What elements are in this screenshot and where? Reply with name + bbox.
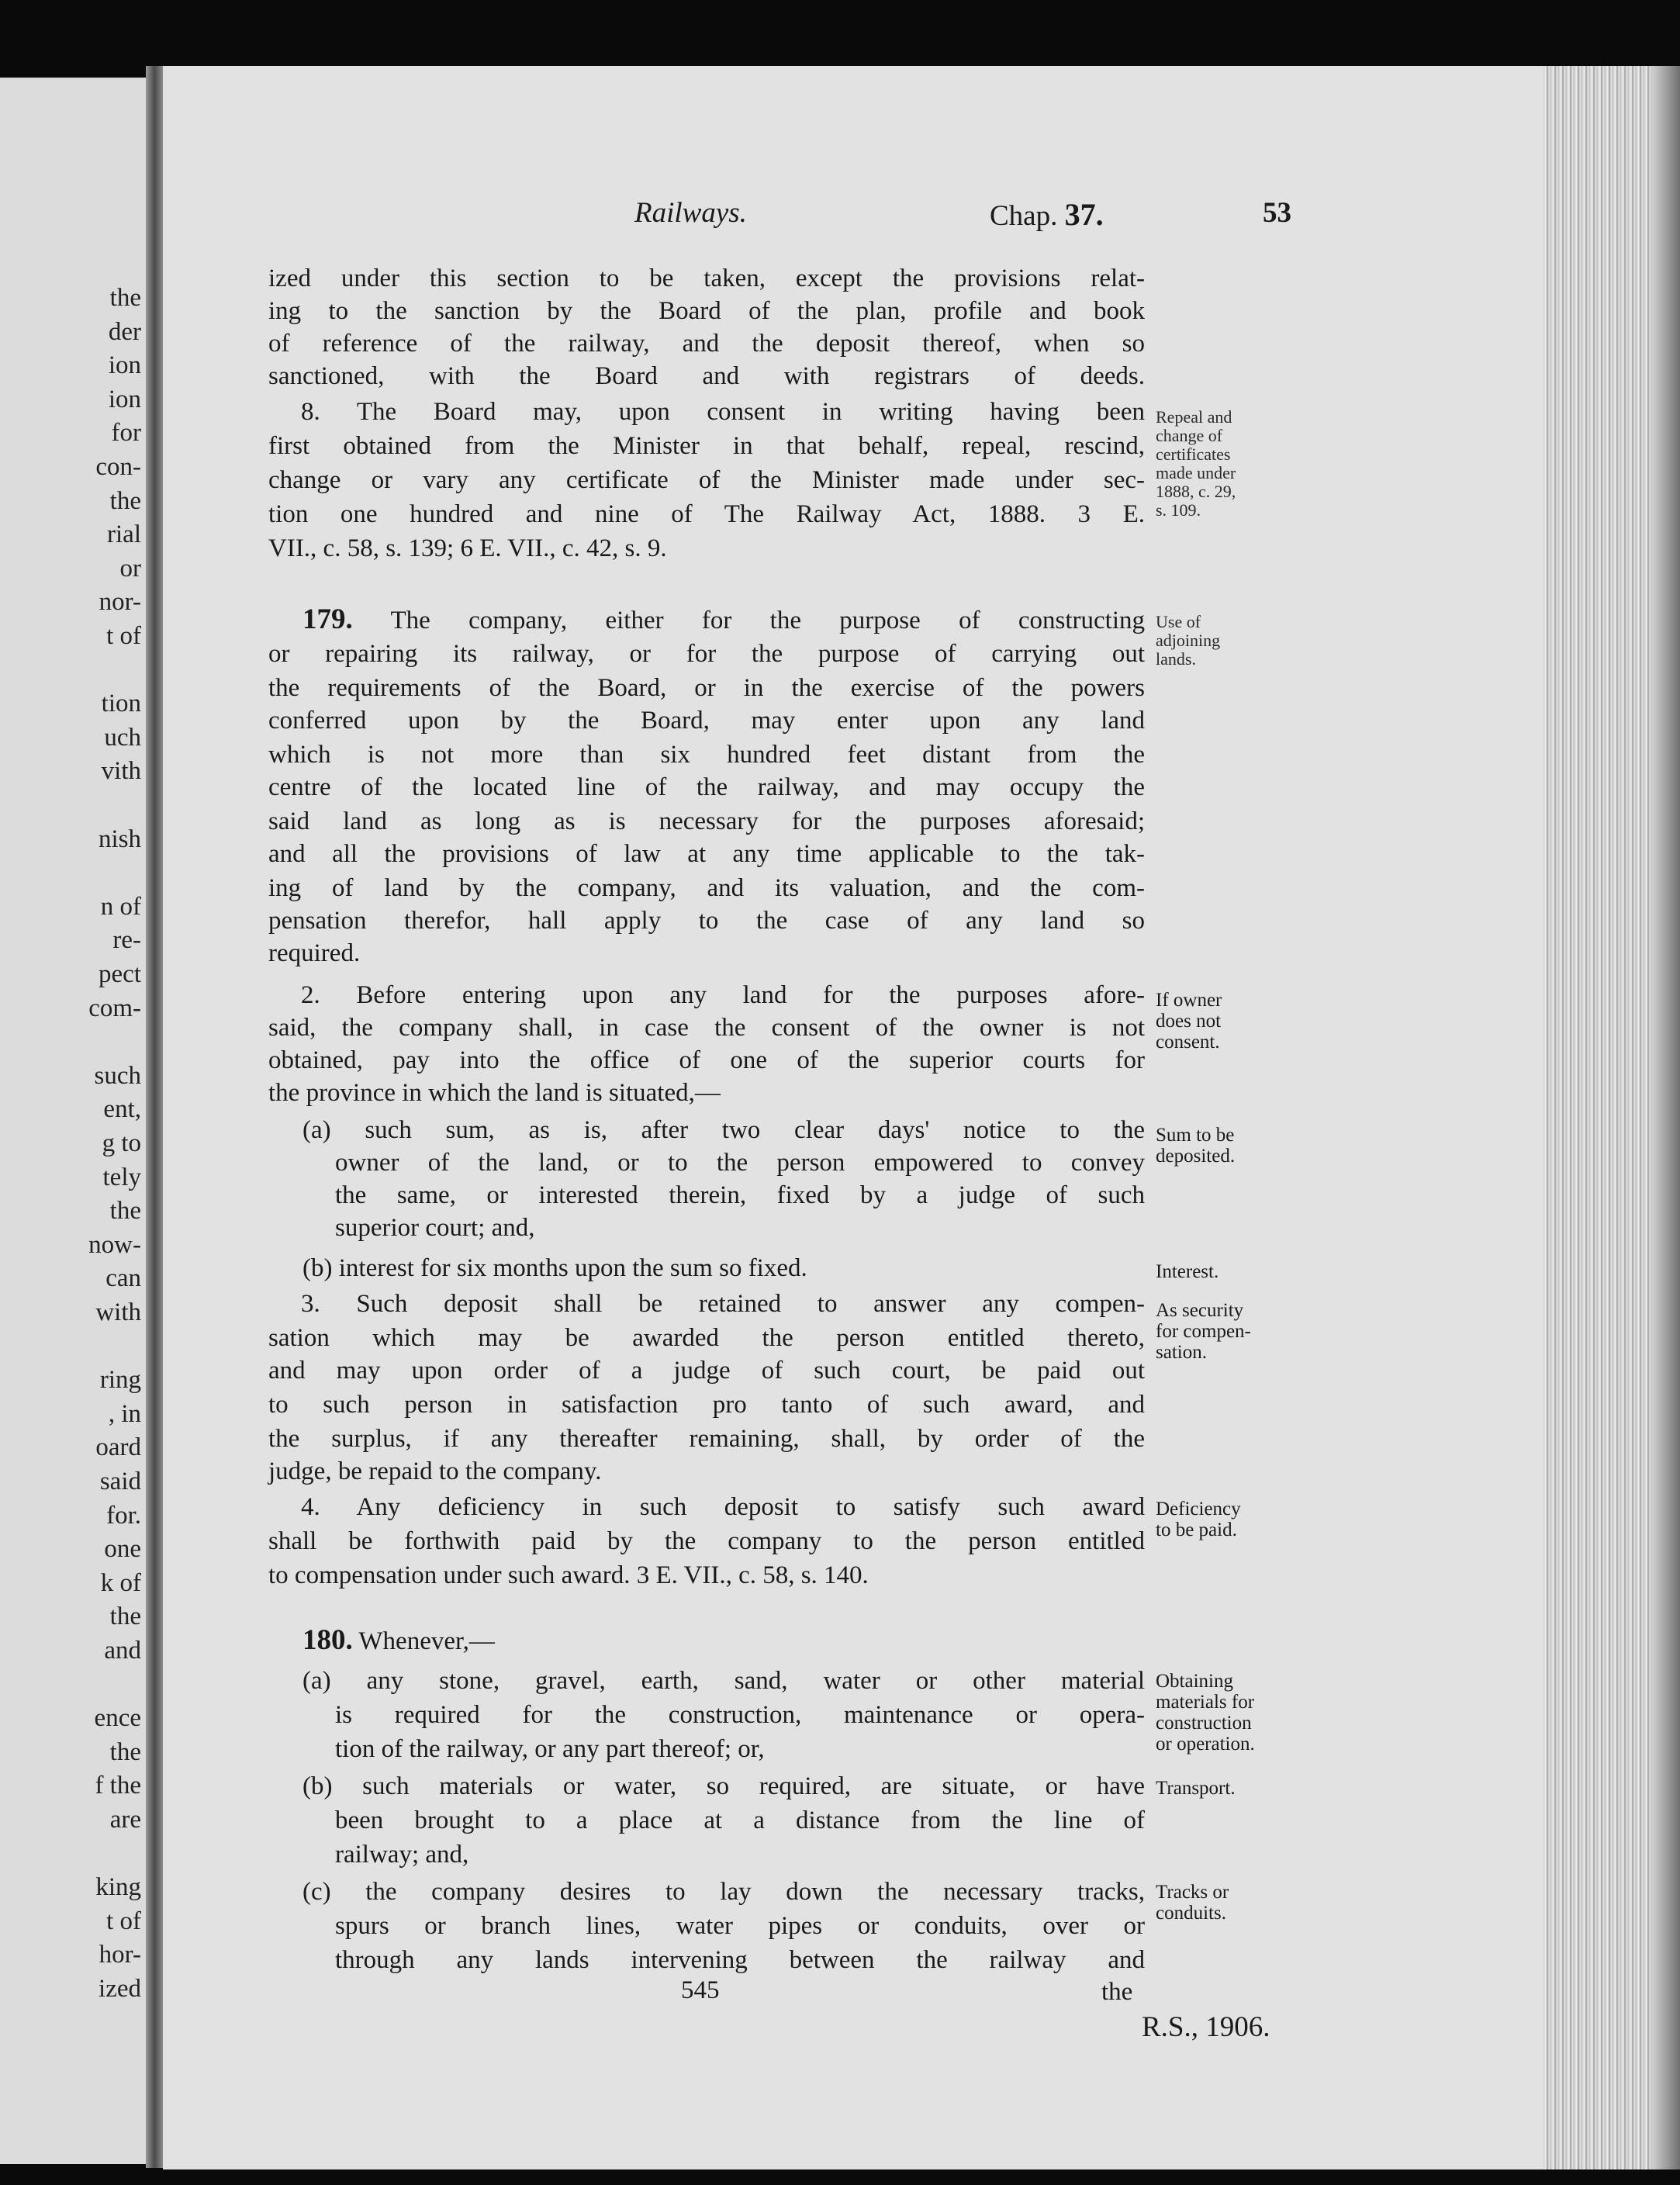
text-line: change or vary any certificate of the Minister made under sec- [268,466,1145,494]
facing-page-fragment-line: der [108,317,141,346]
text-line: ing of land by the company, and its valuation, and the com- [268,874,1145,902]
facing-page-fragment-line: t of [106,622,141,650]
text-line: first obtained from the Minister in that behalf, repeal, rescind, [268,432,1145,460]
facing-page-fragment-line: k of [100,1568,141,1597]
margin-note-security: As security for compen- sation. [1156,1300,1251,1363]
text-line: ized under this section to be taken, except the provisions relat- [268,264,1145,292]
page-number-top: 53 [1263,197,1291,229]
text-line: shall be forthwith paid by the company to the person entitled [268,1527,1145,1555]
margin-note-deficiency: Deficiency to be paid. [1156,1499,1241,1540]
section-text: The company, either for the purpose of constructing [390,607,1146,634]
facing-page-fragment-line: g to [102,1129,141,1157]
margin-note-use-of-lands: Use of adjoining lands. [1156,612,1221,669]
text-line: obtained, pay into the office of one of the superior courts for [268,1046,1145,1074]
facing-page-fragment-line: the [109,486,141,515]
text-line: the requirements of the Board, or in the exercise of the powers [268,674,1145,702]
facing-page-fragment-line: said [99,1468,141,1495]
facing-page-fragment-line: the [109,1737,141,1766]
facing-page-fragment-line: oard [95,1433,141,1462]
list-item-a: (a) such sum, as is, after two clear days' notice to the [302,1116,1145,1144]
running-title: Railways. [634,197,747,229]
text-line: of reference of the railway, and the deposit thereof, when so [268,330,1145,358]
text-line: required. [268,939,361,967]
margin-note-obtaining: Obtaining materials for construction or operation. [1156,1671,1255,1755]
page-edges [1543,66,1680,2169]
facing-page-fragment-line: ring [99,1366,141,1395]
facing-page-fragment-line: nish [98,825,141,853]
text-line: said land as long as is necessary for the purposes aforesaid; [268,807,1145,835]
facing-page-fragment-line: f the [95,1772,141,1800]
text-line: which is not more than six hundred feet distant from the [268,741,1145,769]
facing-page-fragment-line: t of [106,1907,141,1935]
facing-page-fragment-line: now- [88,1230,141,1259]
margin-note-repeal: Repeal and change of certificates made under 1888, c. 29, s. 109. [1156,407,1236,520]
section-text: Whenever,— [358,1627,495,1655]
facing-page-fragment-line: tion [101,690,141,718]
margin-note-owner-consent: If owner does not consent. [1156,990,1222,1053]
facing-page-fragment-line: con- [95,453,141,481]
margin-note-transport: Transport. [1156,1778,1236,1799]
list-item-a: (a) any stone, gravel, earth, sand, water or other material [302,1667,1145,1695]
text-line: been brought to a place at a distance from the line of [335,1806,1145,1834]
text-line: 4. Any deficiency in such deposit to satisfy such award [301,1493,1145,1521]
section-number: 179. [302,603,353,635]
list-item-b: (b) interest for six months upon the sum so fixed. [302,1254,807,1282]
text-line: 3. Such deposit shall be retained to answer any compen- [301,1290,1145,1318]
facing-page-fragment-line: for [111,419,141,448]
book-gutter [146,66,163,2168]
chapter-number: 37. [1064,197,1104,232]
margin-note-tracks: Tracks or conduits. [1156,1882,1229,1924]
text-line: to such person in satisfaction pro tanto of such award, and [268,1391,1145,1419]
facing-page-fragment-line: such [94,1061,141,1090]
text-line: and all the provisions of law at any time applicable to the tak- [268,840,1145,868]
facing-page-fragment-line: ence [94,1704,141,1733]
facing-page-fragment-line: com- [88,994,141,1022]
text-line: conferred upon by the Board, may enter upon any land [268,707,1145,735]
text-line: owner of the land, or to the person empowered to convey [335,1149,1145,1177]
catchword: the [1101,1978,1133,2006]
text-line: tion of the railway, or any part thereof; or, [335,1735,765,1763]
text-line: judge, be repaid to the company. [268,1457,602,1485]
text-line: sanctioned, with the Board and with registrars of deeds. [268,362,1145,390]
facing-page-fragment-line: can [105,1264,141,1293]
facing-page-fragment-line: the [109,1197,141,1226]
margin-note-interest: Interest. [1156,1261,1219,1282]
text-line: 2. Before entering upon any land for the purposes afore- [301,981,1145,1009]
facing-page-fragment-line: hor- [99,1941,141,1969]
text-line: the surplus, if any thereafter remaining, shall, by order of the [268,1425,1145,1453]
facing-page-fragment-line: ion [108,351,141,380]
facing-page-fragment-line: ized [99,1975,141,2003]
facing-page-fragment-line: rial [107,520,141,549]
list-item-b: (b) such materials or water, so required, are situate, or have [302,1772,1145,1800]
facing-page-fragment-line: pect [99,960,141,988]
chapter-word: Chap. [990,200,1058,232]
text-line: VII., c. 58, s. 139; 6 E. VII., c. 42, s. 9. [268,534,667,562]
facing-page-fragment-line: the [109,1602,141,1631]
text-line: superior court; and, [335,1214,535,1242]
facing-page-fragment-line: ion [108,385,141,413]
text-line: pensation therefor, hall apply to the case of any land so [268,907,1145,935]
facing-page-fragment-line: ent, [103,1095,141,1124]
margin-note-sum-deposited: Sum to be deposited. [1156,1125,1236,1167]
text-line: said, the company shall, in case the consent of the owner is not [268,1014,1145,1042]
page-number-bottom: 545 [681,1976,720,2004]
text-line: to compensation under such award. 3 E. VII., c. 58, s. 140. [268,1561,869,1589]
text-line: the province in which the land is situated,— [268,1079,721,1107]
facing-page-fragment-line: vith [101,757,141,786]
facing-page-fragment-line: nor- [99,588,141,617]
section-180-heading [302,1624,1145,1657]
text-line: or repairing its railway, or for the purpose of carrying out [268,640,1145,668]
text-line: 8. The Board may, upon consent in writing having been [301,398,1145,426]
text-line: through any lands intervening between the railway and [335,1946,1145,1974]
section-179-heading [302,603,1145,636]
facing-page-fragment-line: are [109,1806,141,1834]
text-line: ing to the sanction by the Board of the plan, profile and book [268,297,1145,325]
facing-page-fragment-line: re- [112,926,141,955]
facing-page-fragment-line: tely [102,1163,141,1191]
facing-page-fragment-line: n of [100,892,141,921]
list-item-c: (c) the company desires to lay down the necessary tracks, [302,1878,1145,1906]
edition-mark: R.S., 1906. [1142,2011,1270,2043]
text-line: and may upon order of a judge of such court, be paid out [268,1357,1145,1385]
text-line: centre of the located line of the railway, and may occupy the [268,773,1145,801]
facing-page-fragment-line: for. [106,1501,141,1530]
text-line: spurs or branch lines, water pipes or conduits, over or [335,1912,1145,1940]
facing-page-fragment-line: the [109,284,141,312]
facing-page-fragment-line: with [95,1298,141,1326]
facing-page-fragment-line: , in [108,1399,141,1428]
text-line: sation which may be awarded the person entitled thereto, [268,1324,1145,1352]
chapter-label [990,196,1104,233]
text-line: tion one hundred and nine of The Railway Act, 1888. 3 E. [268,500,1145,528]
facing-page-fragment-line: or [119,554,141,583]
facing-page-fragment-line: uch [104,723,141,752]
facing-page-fragment-line: king [95,1873,141,1902]
text-line: railway; and, [335,1841,469,1869]
facing-page-fragment-line: one [104,1535,141,1564]
section-number: 180. [302,1624,353,1656]
facing-page-fragment-line: and [104,1637,141,1665]
text-line: is required for the construction, maintenance or opera- [335,1701,1145,1729]
text-line: the same, or interested therein, fixed by a judge of such [335,1181,1145,1209]
